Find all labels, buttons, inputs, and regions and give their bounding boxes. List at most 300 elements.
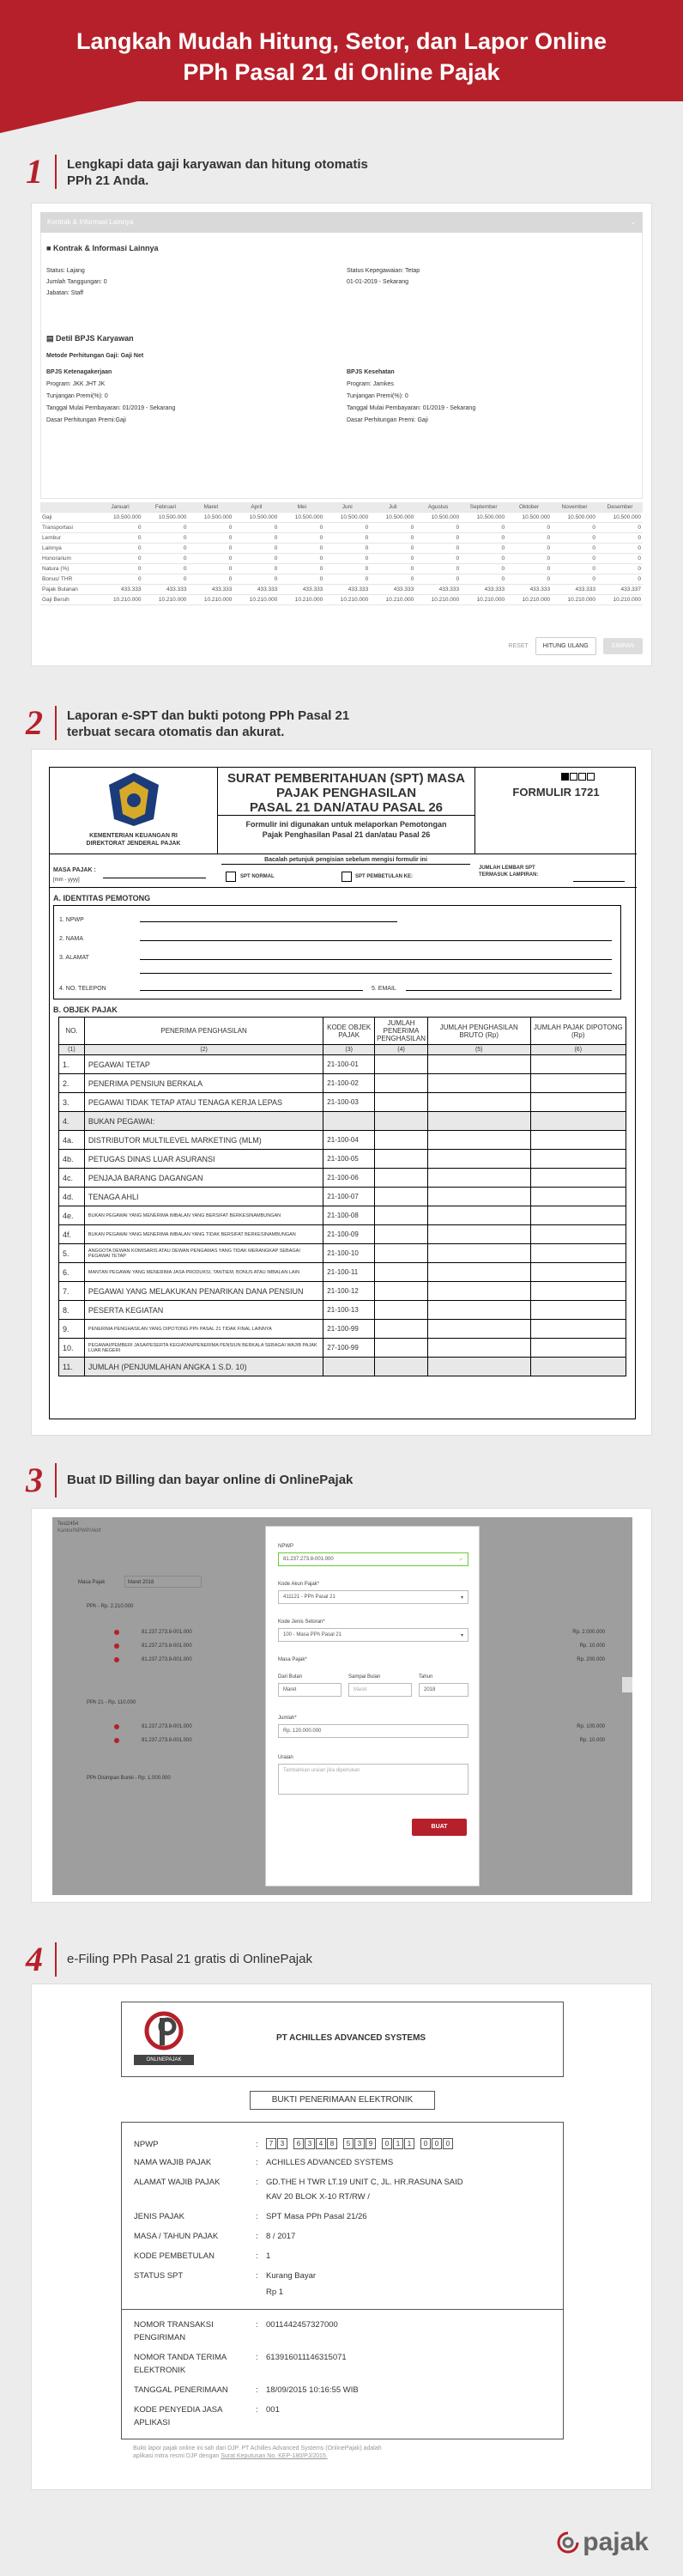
payroll-value-cell[interactable]: 0 (142, 533, 188, 544)
payroll-value-cell[interactable]: 0 (415, 564, 461, 574)
payroll-value-cell[interactable]: 0 (98, 544, 143, 554)
account-code-select[interactable] (278, 1590, 468, 1604)
payroll-value-cell[interactable]: 0 (324, 533, 370, 544)
amount-cell[interactable] (530, 1358, 626, 1376)
billing-npwp[interactable]: 81.237.273.8-001.000 (142, 1657, 192, 1662)
payroll-value-cell[interactable]: 0 (324, 554, 370, 564)
billing-amount: Rp. 200.000 (577, 1657, 605, 1662)
recipient-name: PEGAWAI TIDAK TETAP ATAU TENAGA KERJA LEPAS (84, 1093, 323, 1112)
contract-info (40, 233, 643, 499)
amount-cell[interactable] (375, 1358, 428, 1376)
amount-cell[interactable] (427, 1339, 530, 1358)
recipient-name: PEGAWAI/PEMBERI JASA/PESERTA KEGIATAN/PENERIMA PENSIUN BERKALA SEBAGAI WAJIB PAJAK LUAR NEGERI (84, 1339, 323, 1358)
object-code: 21-100-03 (323, 1093, 375, 1112)
description-textarea[interactable] (278, 1764, 468, 1795)
payroll-value-cell[interactable]: 10.500.000 (324, 513, 370, 523)
objek-row (59, 1188, 626, 1206)
month-header: Desember (597, 502, 643, 513)
payroll-value-cell[interactable]: 0 (552, 544, 597, 554)
payroll-value-cell[interactable]: 0 (597, 554, 643, 564)
payroll-value-cell[interactable]: 0 (461, 533, 506, 544)
payroll-value-cell[interactable]: 10.210.000 (142, 595, 188, 605)
amount-cell[interactable] (530, 1339, 626, 1358)
receipt-body (121, 2122, 564, 2439)
payroll-value-cell[interactable]: 0 (188, 544, 233, 554)
create-billing-button[interactable]: BUAT (412, 1819, 467, 1836)
payroll-value-cell[interactable]: 0 (142, 564, 188, 574)
month-header: November (552, 502, 597, 513)
payroll-value-cell[interactable]: 0 (279, 523, 324, 533)
payroll-value-cell[interactable]: 10.210.000 (552, 595, 597, 605)
status-dot-icon (114, 1643, 119, 1649)
receipt-separator: : (256, 2158, 258, 2167)
amount-cell[interactable] (375, 1112, 428, 1131)
description-placeholder: Tambahkan uraian jika diperlukan (283, 1768, 360, 1773)
receipt-separator: : (256, 2212, 258, 2221)
payroll-value-cell[interactable]: 0 (233, 574, 279, 585)
objek-row (59, 1206, 626, 1225)
payroll-value-cell[interactable]: 10.210.000 (98, 595, 143, 605)
payroll-value-cell[interactable]: 433.333 (279, 585, 324, 595)
chevron-down-icon[interactable]: ⌄ (630, 218, 636, 226)
payroll-value-cell[interactable]: 0 (142, 574, 188, 585)
payroll-value-cell[interactable]: 433.333 (552, 585, 597, 595)
to-month-select[interactable] (348, 1683, 412, 1697)
payroll-value-cell[interactable]: 10.500.000 (415, 513, 461, 523)
employment-status: Status Kepegawaian: Tetap (347, 268, 420, 274)
recipient-name: BUKAN PEGAWAI YANG MENERIMA IMBALAN YANG BERSIFAT BERKESINAMBUNGAN (84, 1206, 323, 1225)
contract-right (347, 267, 420, 297)
payroll-value-cell[interactable]: 0 (461, 564, 506, 574)
amount-cell[interactable] (530, 1244, 626, 1263)
objek-row (59, 1301, 626, 1320)
payroll-value-cell[interactable]: 0 (415, 523, 461, 533)
billing-npwp[interactable]: 81.237.273.8-001.000 (142, 1724, 192, 1729)
amount-input[interactable] (278, 1724, 468, 1738)
normal-checkbox[interactable] (226, 872, 236, 882)
amount-cell[interactable] (375, 1131, 428, 1150)
decree-link[interactable]: Surat Keputusan No. KEP-180/PJ/2015. (221, 2453, 328, 2459)
masa-pajak-label: Masa Pajak (78, 1580, 106, 1585)
amount-cell[interactable] (427, 1055, 530, 1074)
recalculate-button[interactable]: HITUNG ULANG (535, 637, 596, 655)
npwp-digit-box: 5 (343, 2138, 354, 2149)
address-input-2[interactable] (140, 973, 612, 974)
recipient-name: PEGAWAI YANG MELAKUKAN PENARIKAN DANA PENSIUN (84, 1282, 323, 1301)
spt-title-1: SURAT PEMBERITAHUAN (SPT) MASA (227, 771, 465, 786)
payroll-value-cell[interactable]: 0 (142, 523, 188, 533)
scroll-handle[interactable] (622, 1677, 632, 1692)
npwp-field[interactable] (278, 1552, 468, 1566)
receipt-footnote (133, 2445, 382, 2460)
payroll-value-cell[interactable]: 0 (461, 544, 506, 554)
amount-cell[interactable] (375, 1244, 428, 1263)
payroll-value-cell[interactable]: 0 (279, 533, 324, 544)
payroll-value-cell[interactable]: 10.500.000 (552, 513, 597, 523)
amount-cell[interactable] (375, 1301, 428, 1320)
spt-form (49, 767, 636, 1419)
payroll-value-cell[interactable]: 10.210.000 (415, 595, 461, 605)
amount-cell[interactable] (427, 1112, 530, 1131)
payroll-value-cell[interactable]: 0 (597, 523, 643, 533)
row-number: 8. (59, 1301, 85, 1320)
npwp-digit-box: 1 (393, 2138, 403, 2149)
payroll-value-cell[interactable]: 0 (415, 544, 461, 554)
objek-header-row (59, 1018, 626, 1045)
row-label: Transportasi (40, 523, 98, 533)
receipt-key (134, 2190, 256, 2203)
payroll-value-cell[interactable]: 0 (233, 533, 279, 544)
billing-npwp[interactable]: 81.237.273.8-001.000 (142, 1643, 192, 1649)
payroll-value-cell[interactable]: 433.333 (506, 585, 552, 595)
payroll-value-cell[interactable]: 0 (98, 523, 143, 533)
amount-cell[interactable] (530, 1131, 626, 1150)
amount-cell[interactable] (530, 1263, 626, 1282)
email-input[interactable] (406, 990, 612, 991)
receipt-divider (122, 2309, 563, 2310)
payroll-value-cell[interactable]: 0 (142, 544, 188, 554)
object-code (323, 1112, 375, 1131)
amount-cell[interactable] (427, 1320, 530, 1339)
payroll-value-cell[interactable]: 10.500.000 (461, 513, 506, 523)
payroll-value-cell[interactable]: 433.333 (324, 585, 370, 595)
column-header: PENERIMA PENGHASILAN (84, 1018, 323, 1045)
check-icon: ✓ (458, 1558, 463, 1563)
row-number: 3. (59, 1093, 85, 1112)
payroll-value-cell[interactable]: 0 (98, 533, 143, 544)
recipient-name: TENAGA AHLI (84, 1188, 323, 1206)
section-collapse-bar[interactable] (40, 212, 643, 233)
column-header: JUMLAH PAJAK DIPOTONG (Rp) (530, 1018, 626, 1045)
billing-npwp[interactable]: 81.237.273.8-001.000 (142, 1738, 192, 1743)
amount-cell[interactable] (530, 1282, 626, 1301)
payroll-value-cell[interactable]: 0 (98, 574, 143, 585)
payroll-value-cell[interactable]: 0 (506, 574, 552, 585)
receipt-value: 18/09/2015 10:16:55 WIB (266, 2385, 359, 2395)
payroll-value-cell[interactable]: 0 (370, 564, 415, 574)
payroll-value-cell[interactable]: 10.500.000 (142, 513, 188, 523)
amount-cell[interactable] (427, 1301, 530, 1320)
npwp-digit-box: 3 (354, 2138, 365, 2149)
bpjs-title-label: Detil BPJS Karyawan (56, 334, 134, 343)
amount-cell[interactable] (427, 1358, 530, 1376)
company-name: Test2454 (57, 1522, 79, 1527)
payroll-value-cell[interactable]: 0 (506, 564, 552, 574)
receipt-separator: : (256, 2271, 258, 2281)
spt-title-3: PASAL 21 DAN/ATAU PASAL 26 (218, 800, 474, 816)
payroll-value-cell[interactable]: 10.500.000 (597, 513, 643, 523)
npwp-row: NPWP : 7 3 6 3 4 8 5 3 9 0 1 1 0 0 0 (134, 2138, 551, 2151)
spt-subtitle: Formulir ini digunakan untuk melaporkan Pemotongan Pajak Penghasilan Pasal 21 dan/atau Pasal 26 (245, 820, 447, 839)
payroll-value-cell[interactable]: 433.333 (461, 585, 506, 595)
receipt-row (134, 2403, 551, 2429)
payroll-value-cell[interactable]: 0 (279, 544, 324, 554)
payroll-value-cell[interactable]: 0 (552, 523, 597, 533)
payroll-value-cell[interactable]: 10.210.000 (370, 595, 415, 605)
amount-cell[interactable] (375, 1339, 428, 1358)
payroll-value-cell[interactable]: 10.210.000 (506, 595, 552, 605)
amount-cell[interactable] (375, 1206, 428, 1225)
amount-cell[interactable] (530, 1206, 626, 1225)
company-sub: Kantor/NPWP/Aktif (57, 1528, 101, 1534)
payroll-value-cell[interactable]: 0 (98, 554, 143, 564)
amount-cell[interactable] (375, 1188, 428, 1206)
payroll-value-cell[interactable]: 0 (415, 554, 461, 564)
sheet-count-input[interactable] (573, 872, 625, 882)
payroll-value-cell[interactable]: 0 (597, 564, 643, 574)
payroll-value-cell[interactable]: 433.337 (597, 585, 643, 595)
step-number: 1 (26, 152, 43, 191)
payroll-value-cell[interactable]: 433.333 (98, 585, 143, 595)
onlinepajak-logo (134, 2011, 194, 2071)
briefcase-icon: ■ (46, 244, 51, 252)
amount-cell[interactable] (427, 1150, 530, 1169)
payroll-value-cell[interactable]: 10.210.000 (279, 595, 324, 605)
efiling-panel (31, 1984, 652, 2490)
receipt-row (134, 2286, 551, 2299)
receipt-header (121, 2002, 564, 2077)
payroll-value-cell[interactable]: 10.500.000 (98, 513, 143, 523)
amount-cell[interactable] (427, 1169, 530, 1188)
column-number: (1) (59, 1045, 85, 1055)
year-select[interactable] (419, 1683, 468, 1697)
amount-cell[interactable] (375, 1093, 428, 1112)
payroll-value-cell[interactable]: 0 (188, 574, 233, 585)
salary-method: Metode Perhitungan Gaji: Gaji Net (46, 353, 144, 359)
payroll-value-cell[interactable]: 0 (415, 574, 461, 585)
payroll-value-cell[interactable]: 0 (506, 533, 552, 544)
amount-cell[interactable] (375, 1320, 428, 1339)
npwp-boxes (266, 2138, 453, 2151)
pph-saved: PPh Disimpan Bunki - Rp. 1.000.000 (87, 1776, 171, 1781)
amount-cell[interactable] (530, 1093, 626, 1112)
amount-cell[interactable] (427, 1225, 530, 1244)
payroll-value-cell[interactable]: 0 (279, 554, 324, 564)
payroll-value-cell[interactable]: 0 (597, 544, 643, 554)
payroll-value-cell[interactable]: 0 (188, 554, 233, 564)
payroll-value-cell[interactable]: 0 (370, 533, 415, 544)
payroll-value-cell[interactable]: 0 (370, 523, 415, 533)
row-number: 4. (59, 1112, 85, 1131)
npwp-digit-box: 3 (277, 2138, 287, 2149)
amount-cell[interactable] (427, 1282, 530, 1301)
row-label: Lembur (40, 533, 98, 544)
receipt-key: ALAMAT WAJIB PAJAK (134, 2178, 221, 2187)
header-cell (40, 502, 98, 513)
objek-row (59, 1339, 626, 1358)
amount-cell[interactable] (375, 1074, 428, 1093)
correction-checkbox[interactable] (342, 872, 352, 882)
payroll-value-cell[interactable]: 0 (233, 544, 279, 554)
bpjs-tk-line: Tanggal Mulai Pembayaran: 01/2019 - Sekarang (46, 405, 176, 411)
payroll-value-cell[interactable]: 433.333 (233, 585, 279, 595)
payroll-value-cell[interactable]: 0 (324, 564, 370, 574)
payroll-value-cell[interactable]: 10.500.000 (279, 513, 324, 523)
payroll-row (40, 554, 643, 564)
amount-cell[interactable] (530, 1169, 626, 1188)
description-label: Uraian (278, 1755, 293, 1760)
chevron-down-icon: ▾ (460, 1633, 463, 1638)
payroll-value-cell[interactable]: 433.333 (188, 585, 233, 595)
payroll-value-cell[interactable]: 0 (370, 554, 415, 564)
address-input[interactable] (140, 959, 612, 960)
payroll-value-cell[interactable]: 10.210.000 (188, 595, 233, 605)
payroll-value-cell[interactable]: 0 (552, 564, 597, 574)
footnote-line-1: Bukti lapor pajak online ini sah dari DJP. PT Achilles Advanced Systems (OnlinePajak) adalah (133, 2445, 382, 2451)
objek-row (59, 1358, 626, 1376)
amount-cell[interactable] (427, 1263, 530, 1282)
amount-cell[interactable] (427, 1093, 530, 1112)
month-header: Maret (188, 502, 233, 513)
payroll-value-cell[interactable]: 0 (552, 533, 597, 544)
payroll-value-cell[interactable]: 0 (188, 564, 233, 574)
from-month-select[interactable] (278, 1683, 342, 1697)
page-title (26, 26, 657, 88)
amount-cell[interactable] (375, 1263, 428, 1282)
payroll-value-cell[interactable]: 0 (233, 554, 279, 564)
payroll-value-cell[interactable]: 0 (188, 533, 233, 544)
receipt-key: NAMA WAJIB PAJAK (134, 2158, 212, 2167)
phone-input[interactable] (140, 990, 363, 991)
payroll-value-cell[interactable]: 0 (370, 574, 415, 585)
row-number: 4b. (59, 1150, 85, 1169)
payroll-value-cell[interactable]: 10.500.000 (506, 513, 552, 523)
payroll-value-cell[interactable]: 0 (324, 574, 370, 585)
column-header: NO. (59, 1018, 85, 1045)
recipient-name: DISTRIBUTOR MULTILEVEL MARKETING (MLM) (84, 1131, 323, 1150)
formulir-block (475, 768, 637, 854)
payroll-value-cell[interactable]: 0 (506, 523, 552, 533)
amount-cell[interactable] (375, 1225, 428, 1244)
payroll-value-cell[interactable]: 0 (324, 544, 370, 554)
payroll-value-cell[interactable]: 10.500.000 (188, 513, 233, 523)
payroll-value-cell[interactable]: 0 (597, 574, 643, 585)
document-icon: ▤ (46, 334, 54, 343)
payroll-value-cell[interactable]: 0 (552, 554, 597, 564)
payroll-value-cell[interactable]: 0 (506, 554, 552, 564)
payroll-value-cell[interactable]: 0 (98, 564, 143, 574)
spt-panel (31, 749, 652, 1436)
deposit-type-select[interactable] (278, 1628, 468, 1642)
email-label: 5. EMAIL (372, 986, 396, 992)
amount-cell[interactable] (530, 1055, 626, 1074)
form-squares-icon (561, 773, 637, 781)
amount-cell[interactable] (530, 1074, 626, 1093)
payroll-row (40, 523, 643, 533)
payroll-value-cell[interactable]: 10.210.000 (597, 595, 643, 605)
payroll-value-cell[interactable]: 0 (415, 533, 461, 544)
payroll-value-cell[interactable]: 0 (506, 544, 552, 554)
objek-row (59, 1074, 626, 1093)
amount-cell[interactable] (375, 1282, 428, 1301)
step-4-heading (26, 1942, 312, 1977)
recipient-name: PENERIMA PENSIUN BERKALA (84, 1074, 323, 1093)
payroll-value-cell[interactable]: 10.500.000 (233, 513, 279, 523)
objek-row (59, 1093, 626, 1112)
payroll-value-cell[interactable]: 0 (461, 523, 506, 533)
recipient-name: BUKAN PEGAWAI YANG MENERIMA IMBALAN YANG TIDAK BERSIFAT BERKESINAMBUNGAN (84, 1225, 323, 1244)
recipient-name: JUMLAH (PENJUMLAHAN ANGKA 1 S.D. 10) (84, 1358, 323, 1376)
payroll-value-cell[interactable]: 0 (324, 523, 370, 533)
payroll-value-cell[interactable]: 0 (461, 554, 506, 564)
objek-row (59, 1112, 626, 1131)
amount-cell[interactable] (375, 1150, 428, 1169)
payroll-value-cell[interactable]: 0 (370, 544, 415, 554)
amount-cell[interactable] (530, 1301, 626, 1320)
amount-cell[interactable] (530, 1112, 626, 1131)
name-input[interactable] (140, 940, 612, 941)
amount-cell[interactable] (375, 1055, 428, 1074)
step-1-heading (26, 152, 368, 191)
month-header: Juli (370, 502, 415, 513)
month-header: Januari (98, 502, 143, 513)
month-header: Oktober (506, 502, 552, 513)
payroll-value-cell[interactable]: 433.333 (142, 585, 188, 595)
amount-cell[interactable] (427, 1188, 530, 1206)
objek-row (59, 1282, 626, 1301)
amount-cell[interactable] (530, 1320, 626, 1339)
deposit-type-value: 100 - Masa PPh Pasal 21 (283, 1632, 342, 1637)
objek-row (59, 1150, 626, 1169)
month-header: September (461, 502, 506, 513)
payroll-value-cell[interactable]: 10.210.000 (461, 595, 506, 605)
npwp-digit-box: 4 (316, 2138, 326, 2149)
masa-pajak-select[interactable]: Maret 2018 (124, 1576, 202, 1588)
reset-button[interactable]: RESET (508, 643, 529, 649)
identity-box (53, 905, 621, 999)
amount-cell[interactable] (375, 1169, 428, 1188)
receipt-key: NOMOR TANDA TERIMA ELEKTRONIK (134, 2353, 227, 2375)
payroll-value-cell[interactable]: 0 (597, 533, 643, 544)
billing-npwp[interactable]: 81.237.273.8-001.000 (142, 1630, 192, 1635)
recipient-name: ANGGOTA DEWAN KOMISARIS ATAU DEWAN PENGAWAS YANG TIDAK MERANGKAP SEBAGAI PEGAWAI TETAP (84, 1244, 323, 1263)
amount-cell[interactable] (427, 1244, 530, 1263)
payroll-value-cell[interactable]: 10.210.000 (324, 595, 370, 605)
save-button[interactable]: SIMPAN (603, 638, 643, 654)
row-number: 10. (59, 1339, 85, 1358)
npwp-input[interactable] (140, 921, 397, 922)
payroll-value-cell[interactable]: 10.210.000 (233, 595, 279, 605)
amount-cell[interactable] (530, 1188, 626, 1206)
row-number: 9. (59, 1320, 85, 1339)
receipt-row (134, 2190, 551, 2203)
payroll-value-cell[interactable]: 0 (188, 523, 233, 533)
amount-cell[interactable] (530, 1225, 626, 1244)
npwp-label: NPWP (278, 1544, 293, 1549)
payroll-value-cell[interactable]: 433.333 (370, 585, 415, 595)
amount-cell[interactable] (530, 1150, 626, 1169)
payroll-value-cell[interactable]: 0 (552, 574, 597, 585)
masa-input[interactable] (103, 866, 206, 878)
step-text: e-Filing PPh Pasal 21 gratis di OnlinePajak (67, 1952, 312, 1966)
payroll-value-cell[interactable]: 0 (233, 523, 279, 533)
payroll-value-cell[interactable]: 0 (142, 554, 188, 564)
payroll-value-cell[interactable]: 433.333 (415, 585, 461, 595)
amount-cell[interactable] (427, 1074, 530, 1093)
period-label: Masa Pajak* (278, 1657, 307, 1662)
payroll-value-cell[interactable]: 0 (279, 574, 324, 585)
amount-cell[interactable] (427, 1206, 530, 1225)
npwp-digit-box: 1 (404, 2138, 414, 2149)
status-text: Status: Lajang (46, 268, 85, 274)
amount-cell[interactable] (427, 1131, 530, 1150)
payroll-value-cell[interactable]: 0 (233, 564, 279, 574)
receipt-fields-2 (134, 2318, 551, 2429)
payroll-value-cell[interactable]: 0 (461, 574, 506, 585)
payroll-value-cell[interactable]: 0 (279, 564, 324, 574)
payroll-value-cell[interactable]: 10.500.000 (370, 513, 415, 523)
chevron-down-icon: ▾ (460, 1595, 463, 1601)
